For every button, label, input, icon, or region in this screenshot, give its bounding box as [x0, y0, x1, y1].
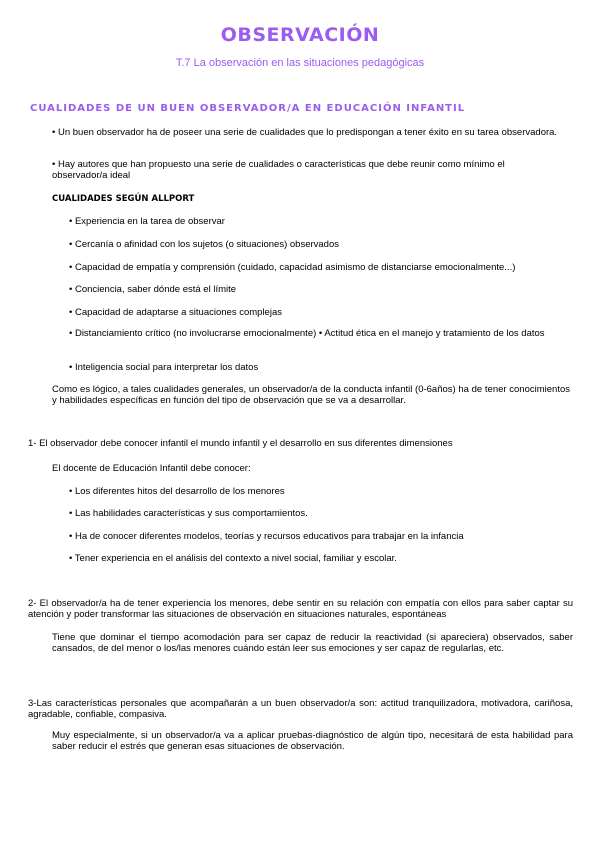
point-1-text: 1- El observador debe conocer infantil el mundo infantil y el desarrollo en sus diferentes dimensiones	[28, 438, 453, 449]
point-3-text: 3-Las características personales que acompañarán a un buen observador/a son: actitud tranquilizadora, motivadora, cariñosa, agradable, confiable, compasiva.	[28, 698, 573, 720]
allport-conclusion: Como es lógico, a tales cualidades generales, un observador/a de la conducta infantil (0-6años) ha de tener conocimientos y habilidades específicas en función del tipo de observación que se va a desarrollar.	[52, 384, 570, 406]
list-item: • Tener experiencia en el análisis del contexto a nivel social, familiar y escolar.	[69, 553, 397, 564]
list-item: • Capacidad de adaptarse a situaciones complejas	[69, 307, 282, 318]
list-item: • Inteligencia social para interpretar los datos	[69, 362, 259, 373]
list-item: • Experiencia en la tarea de observar	[69, 216, 225, 227]
list-item: • Los diferentes hitos del desarrollo de los menores	[69, 486, 285, 497]
point-2-sub: Tiene que dominar el tiempo acomodación para ser capaz de reducir la reactividad (si apareciera) observados, saber cansados, de del menor o los/las menores cuándo están leer sus emociones y ser capaz de regularlas, etc.	[52, 632, 573, 654]
intro-paragraph: • Un buen observador ha de poseer una serie de cualidades que lo predispongan a tener éxito en su tarea observadora.	[52, 127, 558, 138]
list-item: • Cercanía o afinidad con los sujetos (o situaciones) observados	[69, 239, 340, 250]
page-title: OBSERVACIÓN	[220, 24, 380, 46]
list-item: • Capacidad de empatía y comprensión (cuidado, capacidad asimismo de distanciarse emocionalmente...)	[69, 262, 516, 273]
list-item: • Conciencia, saber dónde está el límite	[69, 284, 237, 295]
list-item: • Las habilidades características y sus comportamientos.	[69, 508, 308, 519]
section-title: CUALIDADES DE UN BUEN OBSERVADOR/A EN EDUCACIÓN INFANTIL	[30, 103, 466, 114]
point-2-text: 2- El observador/a ha de tener experiencia los menores, debe sentir en su relación con empatía con ellos para saber captar su atención y poder transformar las situaciones de observación en situaciones naturales, espontáneas	[28, 598, 573, 620]
intro-paragraph: • Hay autores que han propuesto una serie de cualidades o características que debe reunir como mínimo el observador/a ideal	[52, 159, 505, 181]
point-1-sub: El docente de Educación Infantil debe conocer:	[52, 463, 251, 474]
page-subtitle: T.7 La observación en las situaciones pedagógicas	[175, 57, 425, 69]
point-3-sub: Muy especialmente, si un observador/a va a aplicar pruebas-diagnóstico de algún tipo, necesitará de esta habilidad para saber reducir el estrés que generan esas situaciones de observación.	[52, 730, 573, 752]
list-item: • Distanciamiento crítico (no involucrarse emocionalmente) • Actitud ética en el manejo y tratamiento de los datos	[69, 328, 545, 339]
allport-heading: CUALIDADES SEGÚN ALLPORT	[52, 194, 195, 204]
list-item: • Ha de conocer diferentes modelos, teorías y recursos educativos para trabajar en la infancia	[69, 531, 464, 542]
